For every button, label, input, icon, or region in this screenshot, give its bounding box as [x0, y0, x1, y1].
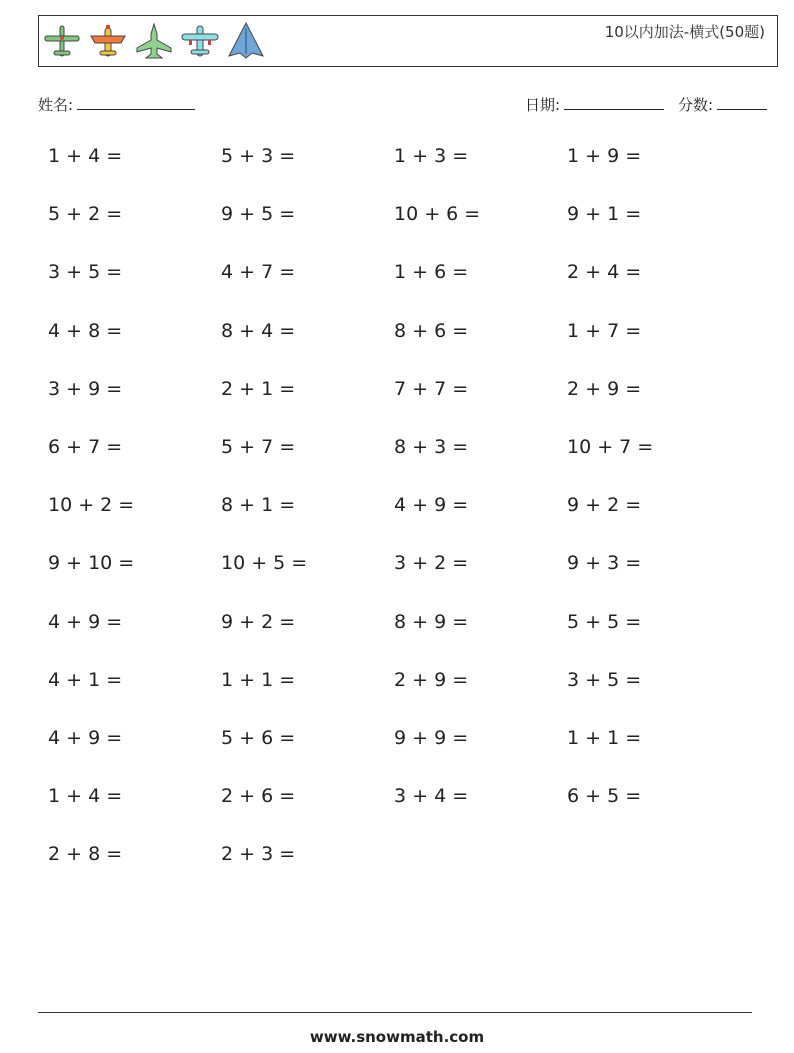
problem-item: 3 + 9 =	[48, 377, 123, 400]
problem-item: 8 + 9 =	[394, 610, 469, 633]
problem-item: 4 + 9 =	[48, 610, 123, 633]
name-input-line[interactable]	[77, 95, 195, 110]
problem-row	[48, 145, 748, 203]
date-label: 日期:	[525, 96, 561, 114]
problem-item: 1 + 7 =	[567, 319, 642, 342]
problem-row	[48, 203, 748, 261]
problem-item: 2 + 4 =	[567, 261, 642, 284]
problem-item: 4 + 9 =	[48, 726, 123, 749]
problem-item: 4 + 7 =	[221, 261, 296, 284]
problem-item: 8 + 1 =	[221, 494, 296, 517]
worksheet-header	[38, 15, 778, 67]
problem-item: 9 + 2 =	[567, 494, 642, 517]
problem-item: 9 + 10 =	[48, 552, 135, 575]
plane-cyan-icon	[179, 20, 221, 62]
problem-item: 9 + 1 =	[567, 203, 642, 226]
problem-item: 1 + 3 =	[394, 145, 469, 167]
header-icons	[41, 20, 267, 62]
problem-item: 1 + 9 =	[567, 145, 642, 167]
problem-row	[48, 436, 748, 494]
problem-item: 2 + 8 =	[48, 843, 123, 866]
problem-item: 6 + 5 =	[567, 785, 642, 808]
footer-divider	[38, 1012, 752, 1013]
problem-item: 10 + 5 =	[221, 552, 308, 575]
problem-item: 2 + 6 =	[221, 785, 296, 808]
problem-item: 3 + 5 =	[567, 668, 642, 691]
problem-item: 10 + 2 =	[48, 494, 135, 517]
problem-item: 5 + 7 =	[221, 435, 296, 458]
problem-item: 3 + 5 =	[48, 261, 123, 284]
problem-row	[48, 494, 748, 552]
date-field	[525, 94, 664, 115]
problem-item: 4 + 1 =	[48, 668, 123, 691]
stealth-jet-blue-icon	[225, 20, 267, 62]
problem-item: 2 + 9 =	[394, 668, 469, 691]
problem-item: 2 + 9 =	[567, 377, 642, 400]
problem-item: 3 + 2 =	[394, 552, 469, 575]
problem-row	[48, 261, 748, 319]
problem-item: 8 + 3 =	[394, 435, 469, 458]
jet-green-icon	[133, 20, 175, 62]
problem-item: 7 + 7 =	[394, 377, 469, 400]
problem-row	[48, 552, 748, 610]
date-input-line[interactable]	[564, 95, 664, 110]
problem-row	[48, 611, 748, 669]
problem-item: 5 + 5 =	[567, 610, 642, 633]
problem-grid	[48, 145, 748, 901]
problem-item: 2 + 1 =	[221, 377, 296, 400]
plane-green-icon	[41, 20, 83, 62]
problem-item: 3 + 4 =	[394, 785, 469, 808]
problem-item: 1 + 1 =	[221, 668, 296, 691]
problem-item: 10 + 6 =	[394, 203, 481, 226]
problem-item: 1 + 6 =	[394, 261, 469, 284]
name-field	[38, 94, 195, 115]
problem-item: 9 + 3 =	[567, 552, 642, 575]
problem-item: 6 + 7 =	[48, 435, 123, 458]
problem-item: 4 + 9 =	[394, 494, 469, 517]
problem-item: 9 + 2 =	[221, 610, 296, 633]
problem-row	[48, 320, 748, 378]
problem-item: 8 + 6 =	[394, 319, 469, 342]
plane-yellow-icon	[87, 20, 129, 62]
problem-item: 8 + 4 =	[221, 319, 296, 342]
problem-item: 1 + 4 =	[48, 785, 123, 808]
problem-item: 5 + 6 =	[221, 726, 296, 749]
score-label: 分数:	[678, 96, 714, 114]
problem-item: 9 + 9 =	[394, 726, 469, 749]
problem-item: 10 + 7 =	[567, 435, 654, 458]
problem-row	[48, 843, 748, 901]
problem-item: 4 + 8 =	[48, 319, 123, 342]
problem-row	[48, 785, 748, 843]
problem-item: 1 + 4 =	[48, 145, 123, 167]
problem-item: 5 + 3 =	[221, 145, 296, 167]
score-field	[678, 94, 767, 115]
score-input-line[interactable]	[717, 95, 767, 110]
footer-site: www.snowmath.com	[309, 1028, 485, 1046]
problem-row	[48, 727, 748, 785]
problem-item: 5 + 2 =	[48, 203, 123, 226]
problem-row	[48, 378, 748, 436]
problem-item: 9 + 5 =	[221, 203, 296, 226]
problem-item: 2 + 3 =	[221, 843, 296, 866]
problem-row	[48, 669, 748, 727]
problem-item: 1 + 1 =	[567, 726, 642, 749]
worksheet-title: 10以内加法-横式(50题)	[604, 23, 765, 41]
name-label: 姓名:	[38, 96, 74, 114]
